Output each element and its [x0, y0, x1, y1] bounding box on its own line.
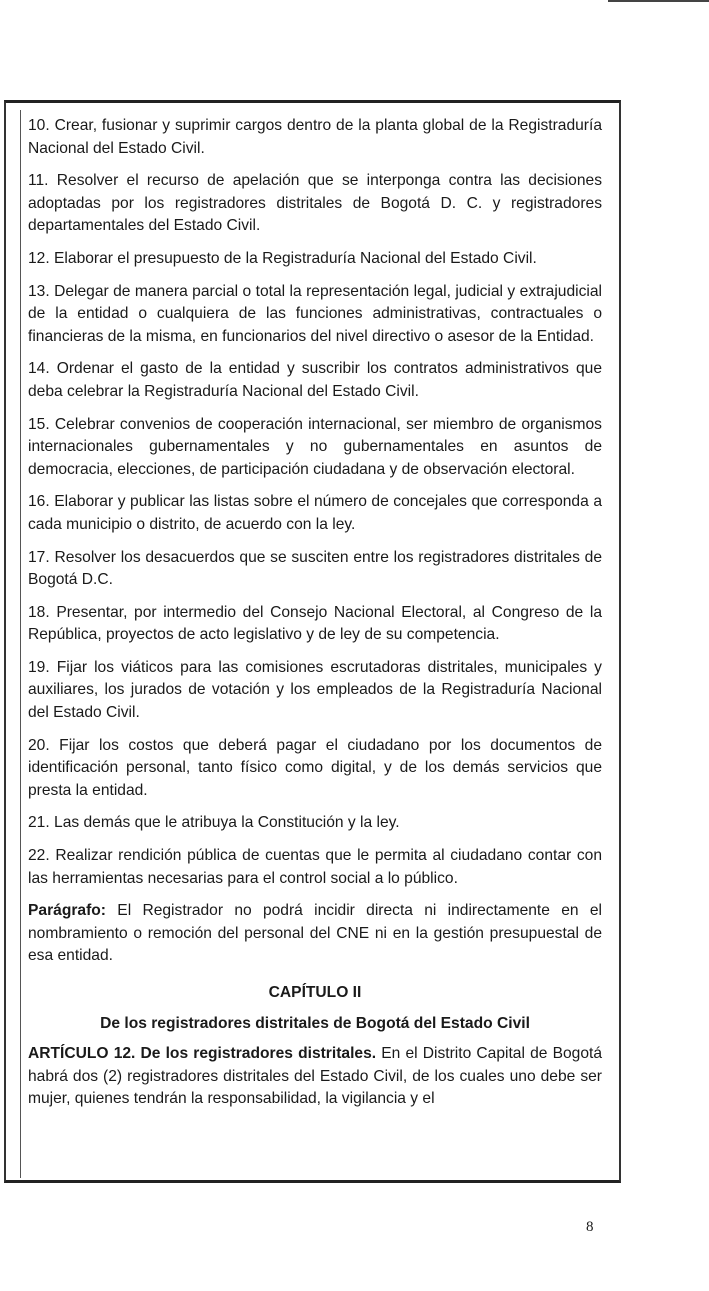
paragrafo-label: Parágrafo: — [28, 902, 106, 920]
item-number: 13. — [28, 282, 50, 300]
item-number: 10. — [28, 117, 50, 134]
list-item — [28, 602, 602, 647]
item-text: Elaborar el presupuesto de la Registraduría Nacional del Estado Civil. — [54, 249, 537, 267]
list-item — [28, 547, 602, 592]
item-text: Elaborar y publicar las listas sobre el número de concejales que corresponda a cada municipio o distrito, de acuerdo con la ley. — [28, 493, 602, 533]
list-item — [28, 248, 602, 271]
item-text: Presentar, por intermedio del Consejo Nacional Electoral, al Congreso de la República, proyectos de acto legislativo y de ley de su competencia. — [28, 603, 602, 644]
item-number: 11. — [28, 172, 49, 190]
document-body — [28, 115, 602, 1111]
item-number: 19. — [28, 658, 50, 676]
list-item — [28, 281, 602, 349]
item-number: 21. — [28, 814, 50, 832]
article-label: ARTÍCULO 12. De los registradores distritales. — [28, 1045, 377, 1063]
list-item — [28, 414, 602, 482]
item-text: Las demás que le atribuya la Constitución y la ley. — [54, 814, 400, 832]
item-number: 18. — [28, 603, 50, 621]
item-number: 20. — [28, 736, 50, 754]
item-text: Ordenar el gasto de la entidad y suscribir los contratos administrativos que deba celebrar la Registraduría Nacional del Estado Civil. — [28, 360, 602, 400]
item-number: 16. — [28, 493, 50, 511]
item-number: 22. — [28, 847, 50, 865]
list-item — [28, 115, 602, 160]
chapter-title: CAPÍTULO II — [268, 984, 362, 1001]
chapter-subtitle: De los registradores distritales de Bogotá del Estado Civil — [100, 1014, 530, 1032]
article-12 — [28, 1043, 602, 1111]
item-text: Delegar de manera parcial o total la representación legal, judicial y extrajudicial de la entidad o cualquiera de las funciones administrativas, contractuales o financieras de la misma, en funcionarios del nivel directivo o asesor de la Entidad. — [28, 282, 602, 345]
top-rule — [608, 0, 709, 2]
list-item — [28, 735, 602, 803]
article-text: En el Distrito Capital de Bogotá habrá dos (2) registradores distritales del Estado Civil, de los cuales uno debe ser mujer, quienes tendrán la responsabilidad, la vigilancia y el — [28, 1045, 603, 1108]
list-item — [28, 812, 602, 835]
list-item — [28, 358, 602, 403]
item-text: Fijar los viáticos para las comisiones escrutadoras distritales, municipales y auxiliares, los jurados de votación y los empleados de la Registraduría Nacional del Estado Civil. — [28, 658, 602, 722]
item-number: 14. — [28, 360, 50, 378]
item-number: 15. — [28, 415, 50, 433]
paragrafo-text: El Registrador no podrá incidir directa ni indirectamente en el nombramiento o remoción del personal del CNE ni en la gestión presupuestal de esa entidad. — [28, 902, 602, 965]
item-text: Resolver los desacuerdos que se susciten entre los registradores distritales de Bogotá D.C. — [28, 548, 602, 589]
item-text: Crear, fusionar y suprimir cargos dentro de la planta global de la Registraduría Nacional del Estado Civil. — [28, 117, 602, 157]
functions-list — [28, 115, 602, 890]
item-text: Realizar rendición pública de cuentas que le permita al ciudadano contar con las herramientas necesarias para el control social a lo público. — [28, 847, 602, 887]
list-item — [28, 657, 602, 725]
inner-margin-line — [20, 110, 21, 1178]
list-item — [28, 170, 602, 238]
paragrafo — [28, 900, 602, 968]
item-text: Resolver el recurso de apelación que se interponga contra las decisiones adoptadas por los registradores distritales de Bogotá D. C. y registradores departamentales del Estado Civil. — [28, 172, 602, 235]
list-item — [28, 491, 602, 536]
item-number: 17. — [28, 548, 50, 566]
page-number: 8 — [586, 1219, 594, 1235]
item-number: 12. — [28, 249, 50, 267]
item-text: Fijar los costos que deberá pagar el ciudadano por los documentos de identificación personal, tanto físico como digital, y de los demás servicios que presta la entidad. — [28, 736, 602, 799]
list-item — [28, 845, 602, 890]
item-text: Celebrar convenios de cooperación internacional, ser miembro de organismos internacionales gubernamentales y no gubernamentales en asuntos de democracia, elecciones, de participación ciudadana y de observación electoral. — [28, 415, 602, 478]
